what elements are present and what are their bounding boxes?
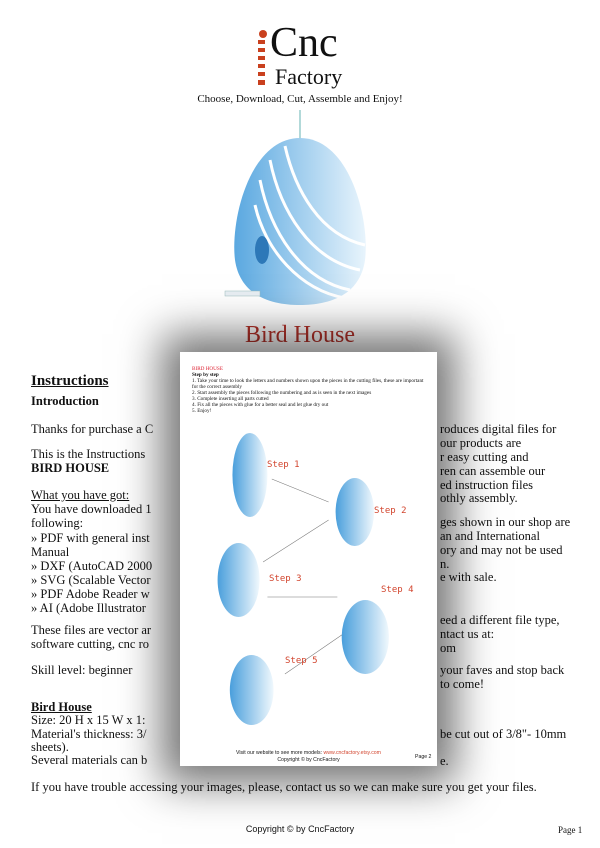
body-text-line: e with sale. (440, 570, 497, 584)
preview-step-line: 5. Enjoy! (192, 408, 212, 414)
introduction-heading: Introduction (31, 394, 99, 408)
logo-subtext: Factory (275, 64, 343, 89)
birdhouse-step-4 (342, 600, 389, 674)
body-text-line: be cut out of 3/8"- 10mm (440, 727, 567, 741)
preview-step-line: for the correct assembly (192, 384, 242, 390)
body-text-line: software cutting, cnc ro (31, 637, 150, 651)
body-text-line: r easy cutting and (440, 450, 529, 464)
preview-subtitle: Step by step (192, 372, 219, 378)
body-text-line: our products are (440, 436, 522, 450)
body-text-line: These files are vector ar (31, 623, 152, 637)
body-text-line: ntact us at: (440, 627, 495, 641)
birdhouse-illustration (210, 110, 390, 320)
body-text-line: n. (440, 557, 450, 571)
body-text-line: sheets). (31, 740, 69, 754)
preview-copyright: Copyright © by CncFactory (277, 757, 340, 763)
assembly-diagram (180, 352, 437, 766)
body-text-line: ed instruction files (440, 478, 534, 492)
body-text-line: othly assembly. (440, 491, 518, 505)
body-text-line: This is the Instructions (31, 447, 146, 461)
body-text-line: Size: 20 H x 15 W x 1: (31, 713, 146, 727)
body-text-line: ren can assemble our (440, 464, 546, 478)
body-text-line: ges shown in our shop are (440, 515, 571, 529)
body-text-line: If you have trouble accessing your images, please, contact us so we can make sure you get your files. (31, 780, 537, 794)
preview-footer-link[interactable]: www.cncfactory.etsy.com (323, 750, 382, 756)
preview-step-line: 2. Start assembly the pieces following the numbering and as is seen in the next images (192, 390, 372, 396)
footer-copyright: Copyright © by CncFactory (245, 824, 355, 834)
body-text-line: Bird House (31, 700, 92, 714)
logo-icon (255, 30, 269, 86)
tagline: Choose, Download, Cut, Assemble and Enjoy! (197, 93, 403, 105)
instruction-page-preview (180, 352, 437, 766)
preview-step-line: 4. Fix all the pieces with glue for a better seal and let glue dry out (192, 402, 329, 408)
body-text-line: » DXF (AutoCAD 2000 (31, 559, 153, 573)
birdhouse-step-5 (230, 655, 274, 725)
body-text-line: Skill level: beginner (31, 663, 133, 677)
body-text-line: What you have got: (31, 488, 130, 502)
body-text-line: Manual (31, 545, 70, 559)
body-text-line: Several materials can b (31, 753, 148, 767)
body-text-line: Material's thickness: 3/ (31, 727, 147, 741)
body-text-line: You have downloaded 1 (31, 502, 152, 516)
body-text-line: ory and may not be used (440, 543, 563, 557)
preview-step-line: 1. Take your time to look the letters and numbers shown upon the pieces in the cutting files, these are important (192, 378, 424, 384)
logo-text: Cnc (270, 20, 338, 66)
body-text-line: e. (440, 754, 449, 768)
page-number: Page 1 (558, 825, 583, 835)
body-text-line: » AI (Adobe Illustrator (31, 601, 146, 615)
birdhouse-step-1 (232, 433, 267, 517)
body-text-line: an and International (440, 529, 540, 543)
birdhouse-step-2 (336, 478, 374, 546)
body-text-line: to come! (440, 677, 485, 691)
preview-step-line: 3. Complete inserting all parts cutted (192, 396, 269, 402)
birdhouse-step-3 (218, 543, 260, 617)
body-text-line: om (440, 641, 456, 655)
step-label: Step 2 (374, 506, 407, 516)
body-text-line: Thanks for purchase a C (31, 422, 154, 436)
preview-page-number: Page 2 (415, 754, 432, 760)
step-label: Step 3 (269, 574, 302, 584)
body-text-line: » PDF Adobe Reader w (31, 587, 150, 601)
body-text-line: roduces digital files for (440, 422, 557, 436)
preview-title: BIRD HOUSE (192, 366, 223, 372)
step-label: Step 5 (285, 656, 318, 666)
step-label: Step 1 (267, 460, 300, 470)
instructions-heading: Instructions (31, 373, 109, 389)
body-text-line: your faves and stop back (440, 663, 565, 677)
body-text-line: eed a different file type, (440, 613, 560, 627)
preview-footer-text: Visit our website to see more models: (235, 750, 323, 756)
body-text-line: following: (31, 516, 84, 530)
body-text-line: BIRD HOUSE (31, 461, 110, 475)
body-text-line: » PDF with general inst (31, 531, 150, 545)
product-title: Bird House (245, 322, 355, 348)
step-label: Step 4 (381, 585, 414, 595)
body-text-line: » SVG (Scalable Vector (31, 573, 151, 587)
